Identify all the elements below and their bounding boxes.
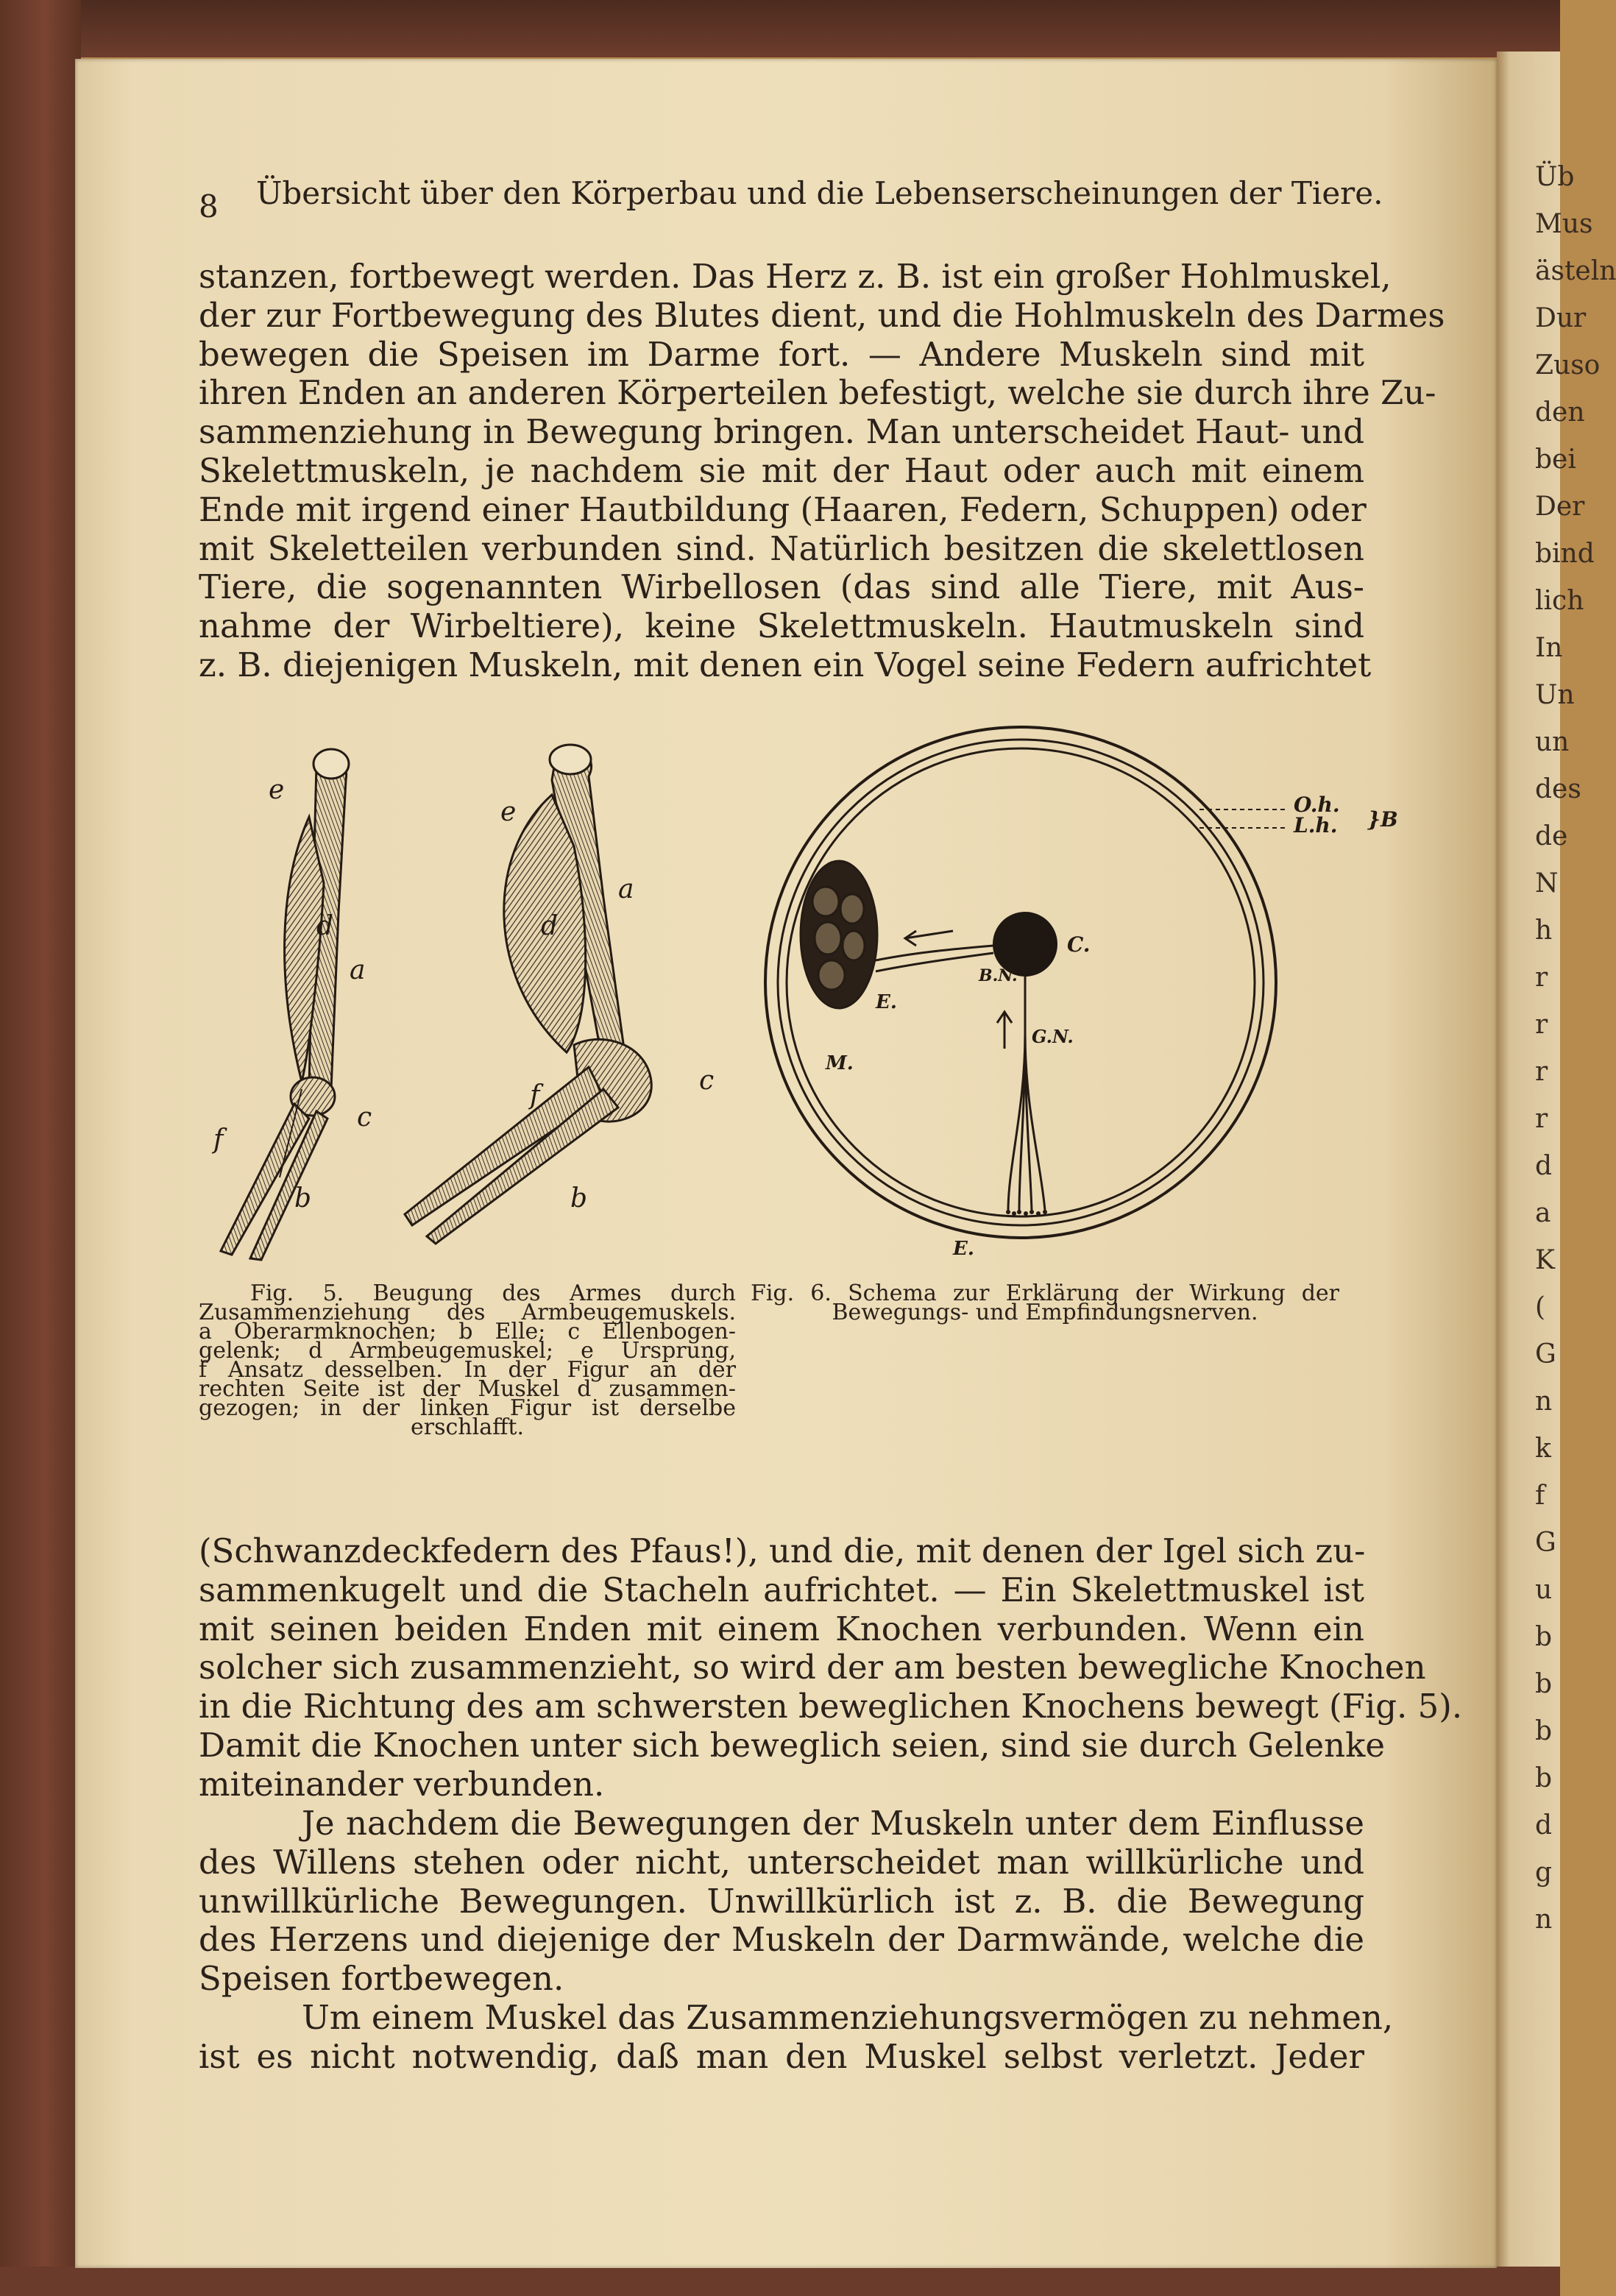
paragraph-3 — [199, 1804, 1364, 1999]
running-head: Übersicht über den Körperbau und die Lebenserscheinungen der Tiere. — [256, 175, 1383, 211]
next-page-fragment: Üb — [1535, 162, 1575, 192]
text-line: bewegen die Speisen im Darme fort. — Andere Muskeln sind mit — [199, 334, 1364, 374]
label-c-right: c — [699, 1066, 715, 1096]
paragraph-4 — [199, 1998, 1394, 2077]
label-a-left: a — [350, 955, 366, 985]
label-e-bottom: E. — [953, 1238, 974, 1260]
label-f-right: f — [530, 1080, 540, 1110]
next-page-fragment: b — [1535, 1716, 1553, 1746]
text-line: (Schwanzdeckfedern des Pfaus!), und die, mit denen der Igel sich zu- — [199, 1531, 1366, 1570]
text-line: Skelettmuskeln, je nachdem sie mit der Haut oder auch mit einem — [199, 450, 1364, 490]
caption-line: Fig. 6. Schema zur Erklärung der Wirkung der — [751, 1280, 1339, 1306]
text-line: sammenziehung in Bewegung bringen. Man unterscheidet Haut- und — [199, 412, 1364, 452]
next-page-fragment: ästeln — [1535, 256, 1616, 286]
label-c-left: c — [357, 1102, 372, 1133]
figure-6-caption — [751, 1280, 1339, 1325]
next-page-fragment: In — [1535, 633, 1563, 663]
next-page-fragment: des — [1535, 774, 1581, 804]
caption-line: f Ansatz desselben. In der Figur an der — [199, 1357, 736, 1383]
caption-line: erschlafft. — [411, 1414, 524, 1440]
next-page-fragment: d — [1535, 1810, 1553, 1840]
next-page-fragment: r — [1535, 1104, 1548, 1134]
label-b-brace: }B — [1367, 807, 1398, 832]
paragraph-2 — [199, 1531, 1463, 1804]
next-page-fragment: Zuso — [1535, 350, 1601, 380]
next-page-fragment: N — [1535, 868, 1559, 899]
caption-line: Zusammenziehung des Armbeugemuskels. — [199, 1300, 736, 1325]
next-page-fragment: un — [1535, 727, 1570, 757]
next-page-fragment: g — [1535, 1857, 1553, 1888]
next-page-fragment: r — [1535, 963, 1548, 993]
label-m: M. — [826, 1052, 854, 1074]
paragraph-1 — [199, 257, 1445, 685]
text-line: miteinander verbunden. — [199, 1764, 605, 1804]
next-page-fragment: b — [1535, 1763, 1553, 1793]
label-lh: L.h. — [1294, 813, 1338, 837]
next-page-fragment: n — [1535, 1386, 1553, 1417]
next-page-fragment: de — [1535, 821, 1568, 851]
book-cover-bottom — [0, 2267, 1560, 2296]
text-line: sammenkugelt und die Stacheln aufrichtet. — Ein Skelettmuskel ist — [199, 1570, 1364, 1609]
label-b-left: b — [294, 1183, 312, 1213]
book-cover-top — [0, 0, 1560, 57]
text-line: z. B. diejenigen Muskeln, mit denen ein Vogel seine Federn aufrichtet — [199, 645, 1372, 684]
text-line: mit seinen beiden Enden mit einem Knochen verbunden. Wenn ein — [199, 1609, 1364, 1648]
label-e-right: e — [500, 797, 517, 827]
label-bn: B.N. — [979, 966, 1018, 985]
text-line: in die Richtung des am schwersten beweglichen Knochens bewegt (Fig. 5). — [199, 1687, 1463, 1726]
next-page-fragment: Un — [1535, 680, 1575, 710]
next-page-fragment: a — [1535, 1198, 1551, 1228]
text-line: des Willens stehen oder nicht, unterscheidet man willkürliche und — [199, 1842, 1364, 1882]
label-oh: O.h. — [1294, 793, 1340, 817]
text-line: der zur Fortbewegung des Blutes dient, und die Hohlmuskeln des Darmes — [199, 295, 1445, 335]
page-number: 8 — [199, 188, 219, 224]
text-line: Tiere, die sogenannten Wirbellosen (das sind alle Tiere, mit Aus- — [199, 567, 1364, 607]
text-line: unwillkürliche Bewegungen. Unwillkürlich ist z. B. die Bewegung — [199, 1881, 1364, 1921]
label-d-left: d — [316, 911, 334, 941]
arm-relaxed — [221, 749, 349, 1260]
next-page-fragment: bind — [1535, 539, 1595, 569]
muscle-m-schematic — [801, 861, 877, 1008]
text-line: stanzen, fortbewegt werden. Das Herz z. B. ist ein großer Hohlmuskel, — [199, 257, 1392, 296]
next-page-fragment: k — [1535, 1434, 1551, 1464]
next-page-fragment: r — [1535, 1057, 1548, 1087]
next-page-fragment: den — [1535, 397, 1585, 428]
text-line: Ende mit irgend einer Hautbildung (Haaren, Federn, Schuppen) oder — [199, 489, 1367, 529]
caption-line: rechten Seite ist der Muskel d zusammen- — [199, 1376, 736, 1402]
label-d-right: d — [541, 911, 559, 941]
text-line: Speisen fortbewegen. — [199, 1959, 564, 1999]
label-f-left: f — [213, 1124, 224, 1155]
next-page-fragment: h — [1535, 915, 1553, 946]
next-page-fragment: f — [1535, 1481, 1545, 1511]
caption-line: gelenk; d Armbeugemuskel; e Ursprung, — [199, 1338, 736, 1364]
label-gn: G.N. — [1032, 1026, 1074, 1047]
next-page-edge — [1497, 52, 1616, 2267]
caption-line: Bewegungs- und Empfindungsnerven. — [832, 1300, 1258, 1325]
next-page-fragment: r — [1535, 1010, 1548, 1040]
text-line: Um einem Muskel das Zusammenziehungsvermögen zu nehmen, — [302, 1998, 1394, 2037]
book-cover-left — [0, 0, 81, 2296]
label-b-right: b — [570, 1183, 588, 1213]
text-line: Je nachdem die Bewegungen der Muskeln unter dem Einflusse — [302, 1804, 1364, 1843]
next-page-fragment: Der — [1535, 492, 1585, 522]
next-page-fragment: ( — [1535, 1292, 1546, 1322]
next-page-fragment: Mus — [1535, 209, 1593, 239]
next-page-fragment: d — [1535, 1151, 1553, 1181]
text-line: mit Skeletteilen verbunden sind. Natürlich besitzen die skelettlosen — [199, 528, 1364, 568]
text-line: nahme der Wirbeltiere), keine Skelettmuskeln. Hautmuskeln sind — [199, 606, 1364, 646]
next-page-fragment: K — [1535, 1245, 1555, 1275]
next-page-fragment: G — [1535, 1339, 1556, 1370]
text-line: des Herzens und diejenige der Muskeln der Darmwände, welche die — [199, 1920, 1364, 1960]
caption-line: Fig. 5. Beugung des Armes durch — [250, 1280, 736, 1306]
label-e-inner: E. — [876, 991, 897, 1013]
next-page-fragment: u — [1535, 1575, 1553, 1605]
caption-line: a Oberarmknochen; b Elle; c Ellenbogen- — [199, 1319, 736, 1344]
label-c: C. — [1067, 932, 1091, 957]
text-line: ihren Enden an anderen Körperteilen befestigt, welche sie durch ihre Zu- — [199, 373, 1436, 413]
next-page-fragment: b — [1535, 1669, 1553, 1699]
text-line: Damit die Knochen unter sich beweglich seien, sind sie durch Gelenke — [199, 1725, 1386, 1765]
figure-5-caption — [199, 1280, 736, 1440]
next-page-fragment: bei — [1535, 444, 1576, 475]
label-e-left: e — [269, 775, 285, 805]
text-line: solcher sich zusammenzieht, so wird der am besten bewegliche Knochen — [199, 1648, 1426, 1687]
next-page-fragment: G — [1535, 1528, 1556, 1558]
arm-contracted — [405, 745, 651, 1244]
caption-line: gezogen; in der linken Figur ist derselbe — [199, 1395, 736, 1421]
text-line: ist es nicht notwendig, daß man den Muskel selbst verletzt. Jeder — [199, 2036, 1364, 2076]
label-a-right: a — [618, 874, 634, 904]
figure-5-illustration — [191, 736, 751, 1273]
next-page-fragment: lich — [1535, 586, 1584, 616]
next-page-fragment: b — [1535, 1622, 1553, 1652]
next-page-fragment: Dur — [1535, 303, 1587, 333]
figure-6-schematic — [758, 725, 1420, 1269]
next-page-fragment: n — [1535, 1905, 1553, 1935]
